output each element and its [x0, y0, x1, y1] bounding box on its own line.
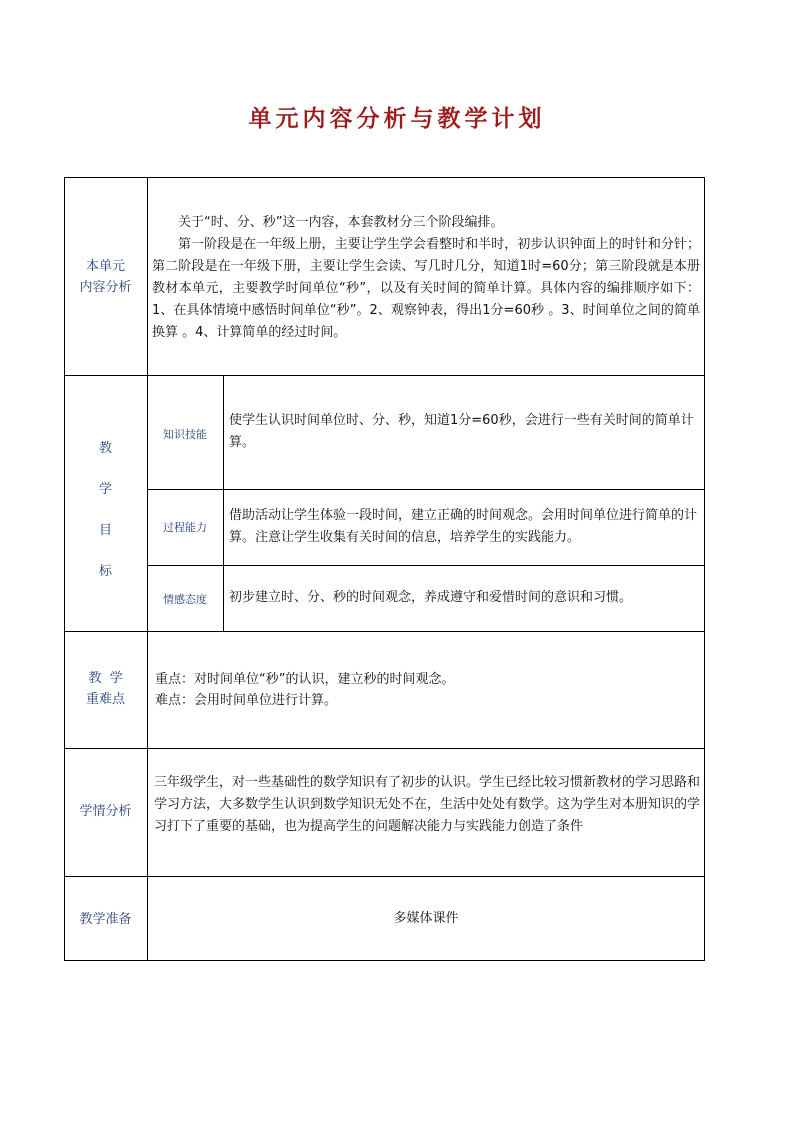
label-char: 教 [98, 441, 112, 456]
label-process-ability: 过程能力 [163, 521, 207, 534]
unit-analysis-text [152, 212, 700, 344]
knowledge-skills-text: 使学生认识时间单位时、分、秒，知道1分=60秒，会进行一些有关时间的简单计算。 [229, 413, 694, 450]
row-divider [64, 375, 705, 376]
row-divider [64, 631, 705, 632]
column-divider [223, 375, 224, 631]
analysis-paragraph: 关于“时、分、秒”这一内容，本套教材分三个阶段编排。 [178, 215, 504, 230]
column-divider [147, 177, 148, 961]
label-key-points [64, 668, 147, 710]
label-emotion-attitude: 情感态度 [163, 593, 207, 606]
label-teaching-preparation: 教学准备 [79, 912, 132, 927]
row-divider [64, 876, 705, 877]
label-line: 教 学 [88, 671, 123, 686]
difficult-point: 难点：会用时间单位进行计算。 [155, 693, 338, 708]
row-divider [64, 748, 705, 749]
label-teaching-goals [64, 428, 147, 592]
analysis-paragraph: 第一阶段是在一年级上册，主要让学生学会看整时和半时，初步认识钟面上的时针和分针；第二阶段是在一年级下册，主要让学生会读、写几时几分，知道1时=60分；第三阶段就是本册教材本单元，主要教学时间单位“秒”，以及有关时间的简单计算。具体内容的编排顺序如下：1、在具体情境中感悟时间单位“秒”。2、观察钟表，得出1分=60秒 。3、时间单位之间的简单换算 。4、计算简单的经过时间。 [152, 237, 700, 340]
label-unit-analysis [64, 256, 147, 298]
label-line: 内容分析 [79, 280, 132, 295]
key-points-text [155, 669, 699, 711]
student-analysis-text: 三年级学生，对一些基础性的数学知识有了初步的认识。学生已经比较习惯新教材的学习思路和学习方法，大多数学生认识到数学知识无处不在，生活中处处有数学。这为学生对本册知识的学习打下了重要的基础，也为提高学生的问题解决能力与实践能力创造了条件 [154, 775, 701, 834]
row-divider [147, 489, 705, 490]
key-point: 重点：对时间单位“秒”的认识，建立秒的时间观念。 [155, 672, 455, 687]
process-ability-text: 借助活动让学生体验一段时间，建立正确的时间观念。会用时间单位进行简单的计算。注意让学生收集有关时间的信息，培养学生的实践能力。 [229, 508, 698, 545]
label-knowledge-skills: 知识技能 [163, 428, 207, 441]
label-char: 学 [98, 482, 112, 497]
page-title: 单元内容分析与教学计划 [248, 105, 546, 132]
teaching-preparation-text: 多媒体课件 [393, 911, 459, 926]
label-char: 标 [98, 564, 112, 579]
label-char: 目 [98, 523, 112, 538]
row-divider [147, 565, 705, 566]
label-student-analysis: 学情分析 [79, 804, 132, 819]
label-line: 重难点 [85, 692, 125, 707]
emotion-attitude-text: 初步建立时、分、秒的时间观念，养成遵守和爱惜时间的意识和习惯。 [229, 590, 633, 605]
label-line: 本单元 [85, 259, 125, 274]
